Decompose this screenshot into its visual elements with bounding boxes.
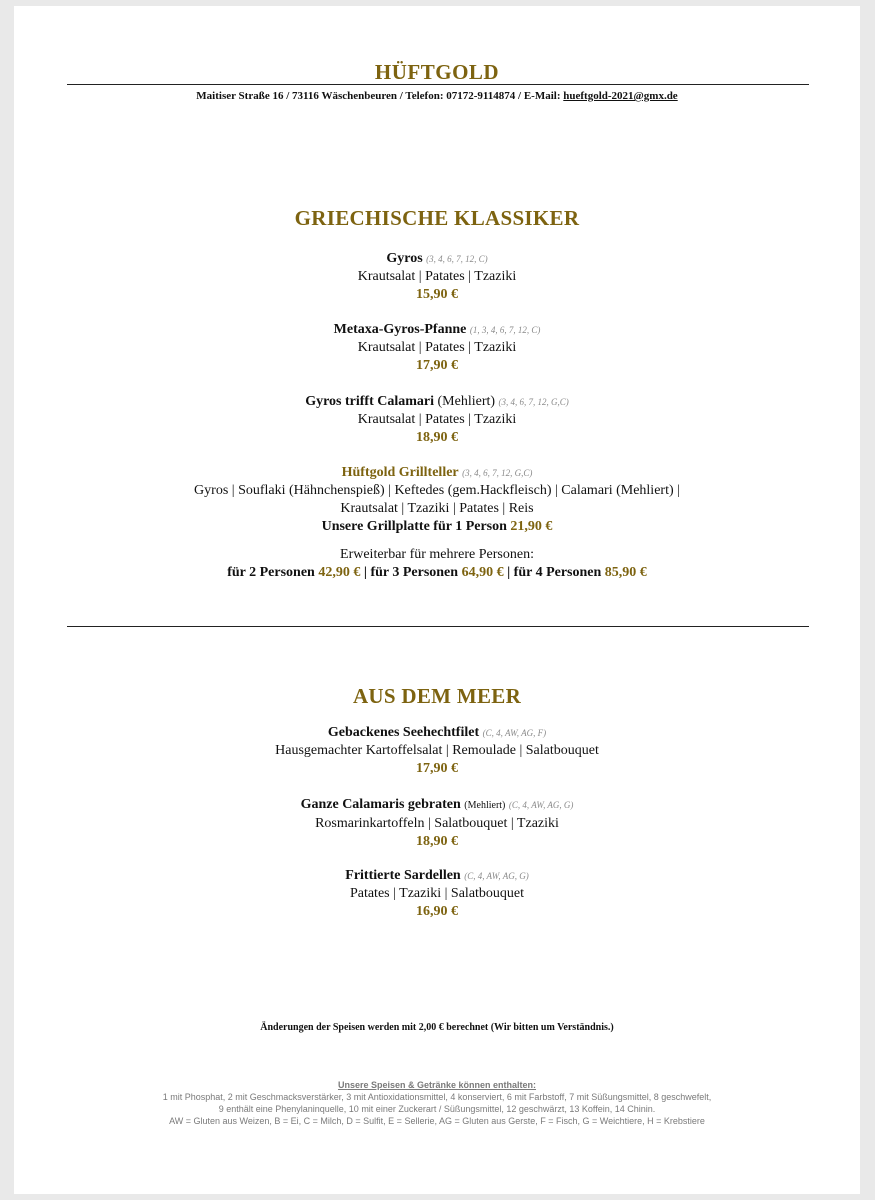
email-link[interactable]: hueftgold-2021@gmx.de	[563, 90, 678, 102]
restaurant-name: HÜFTGOLD	[374, 60, 500, 84]
item-price: 17,90 €	[416, 358, 458, 373]
legend-line-2: 9 enthält eine Phenylaninquelle, 10 mit einer Zuckerart / Süßungsmittel, 12 geschwärzt, 13 Koffein, 14 Chinin.	[218, 1104, 656, 1114]
item-name: Hüftgold Grillteller	[341, 465, 459, 480]
section-title-aus-dem-meer: AUS DEM MEER	[352, 684, 522, 708]
item-price: 15,90 €	[416, 287, 458, 302]
item-price: 18,90 €	[416, 834, 458, 849]
menu-item-metaxa-gyros-pfanne	[14, 321, 860, 375]
extend-option-label: für 3 Personen	[370, 565, 459, 580]
extend-option-price: 42,90 €	[318, 565, 361, 580]
menu-item-calamaris-gebraten	[14, 796, 860, 851]
menu-item-frittierte-sardellen	[14, 867, 860, 921]
legend-line-3: AW = Gluten aus Weizen, B = Ei, C = Milch, D = Sulfit, E = Sellerie, AG = Gluten aus Gerste, F = Fisch, G = Weichtiere, H = Krebstiere	[169, 1116, 705, 1126]
item-sides-line2: Krautsalat | Tzaziki | Patates | Reis	[340, 501, 534, 516]
item-name: Metaxa-Gyros-Pfanne	[333, 322, 467, 337]
item-allergens: (3, 4, 6, 7, 12, G,C)	[498, 397, 569, 407]
item-allergens: (C, 4, AW, AG, G)	[508, 800, 574, 810]
extend-option-label: für 4 Personen	[513, 565, 602, 580]
item-price: 21,90 €	[510, 519, 553, 534]
menu-page	[14, 6, 860, 1194]
menu-item-gyros-trifft-calamari	[14, 393, 860, 447]
item-sides: Hausgemachter Kartoffelsalat | Remoulade | Salatbouquet	[275, 743, 599, 758]
menu-item-grillteller	[14, 464, 860, 582]
address-line	[14, 90, 860, 102]
legend-title: Unsere Speisen & Getränke können enthalten:	[337, 1080, 537, 1090]
item-price: 18,90 €	[416, 430, 458, 445]
section-divider	[67, 626, 809, 627]
item-allergens: (3, 4, 6, 7, 12, G,C)	[462, 468, 533, 478]
section-title-griechische-klassiker: GRIECHISCHE KLASSIKER	[294, 206, 580, 230]
separator: |	[363, 565, 367, 580]
item-sides: Krautsalat | Patates | Tzaziki	[357, 269, 517, 284]
platter-label: Unsere Grillplatte für 1 Person	[321, 519, 507, 534]
item-sides: Rosmarinkartoffeln | Salatbouquet | Tzaziki	[315, 816, 559, 831]
item-allergens: (C, 4, AW, AG, F)	[482, 728, 547, 738]
menu-item-gyros	[14, 250, 860, 304]
item-allergens: (3, 4, 6, 7, 12, C)	[426, 254, 488, 264]
extend-options	[14, 564, 860, 582]
menu-item-seehechtfilet	[14, 724, 860, 778]
allergen-legend	[14, 1079, 860, 1127]
item-allergens: (C, 4, AW, AG, G)	[464, 871, 529, 881]
item-name: Gyros	[386, 251, 423, 266]
item-allergens: (1, 3, 4, 6, 7, 12, C)	[469, 325, 541, 335]
header-divider	[67, 84, 809, 85]
item-name: Ganze Calamaris gebraten	[300, 797, 461, 812]
item-price: 16,90 €	[416, 904, 458, 919]
item-sides: Patates | Tzaziki | Salatbouquet	[349, 886, 525, 901]
item-note: (Mehliert)	[464, 800, 506, 811]
changes-note: Änderungen der Speisen werden mit 2,00 € berechnet (Wir bitten um Verständnis.)	[260, 1022, 614, 1033]
extend-option-price: 85,90 €	[604, 565, 647, 580]
item-sides: Krautsalat | Patates | Tzaziki	[357, 340, 517, 355]
item-name: Frittierte Sardellen	[345, 868, 461, 883]
extend-option-price: 64,90 €	[461, 565, 504, 580]
extend-label: Erweiterbar für mehrere Personen:	[340, 547, 534, 562]
extend-option-label: für 2 Personen	[227, 565, 315, 580]
item-note: (Mehliert)	[437, 394, 496, 409]
address-text: Maitiser Straße 16 / 73116 Wäschenbeuren / Telefon: 07172-9114874 / E-Mail:	[196, 90, 564, 102]
item-name: Gyros trifft Calamari	[305, 394, 435, 409]
item-sides: Krautsalat | Patates | Tzaziki	[357, 412, 517, 427]
separator: |	[507, 565, 511, 580]
item-price: 17,90 €	[416, 761, 458, 776]
legend-line-1: 1 mit Phosphat, 2 mit Geschmacksverstärker, 3 mit Antioxidationsmittel, 4 konserviert, 6 mit Farbstoff, 7 mit Süßungsmittel, 8 geschwefelt,	[162, 1092, 712, 1102]
item-sides-line1: Gyros | Souflaki (Hähnchenspieß) | Keftedes (gem.Hackfleisch) | Calamari (Mehliert) |	[194, 483, 680, 498]
item-name: Gebackenes Seehechtfilet	[327, 725, 480, 740]
